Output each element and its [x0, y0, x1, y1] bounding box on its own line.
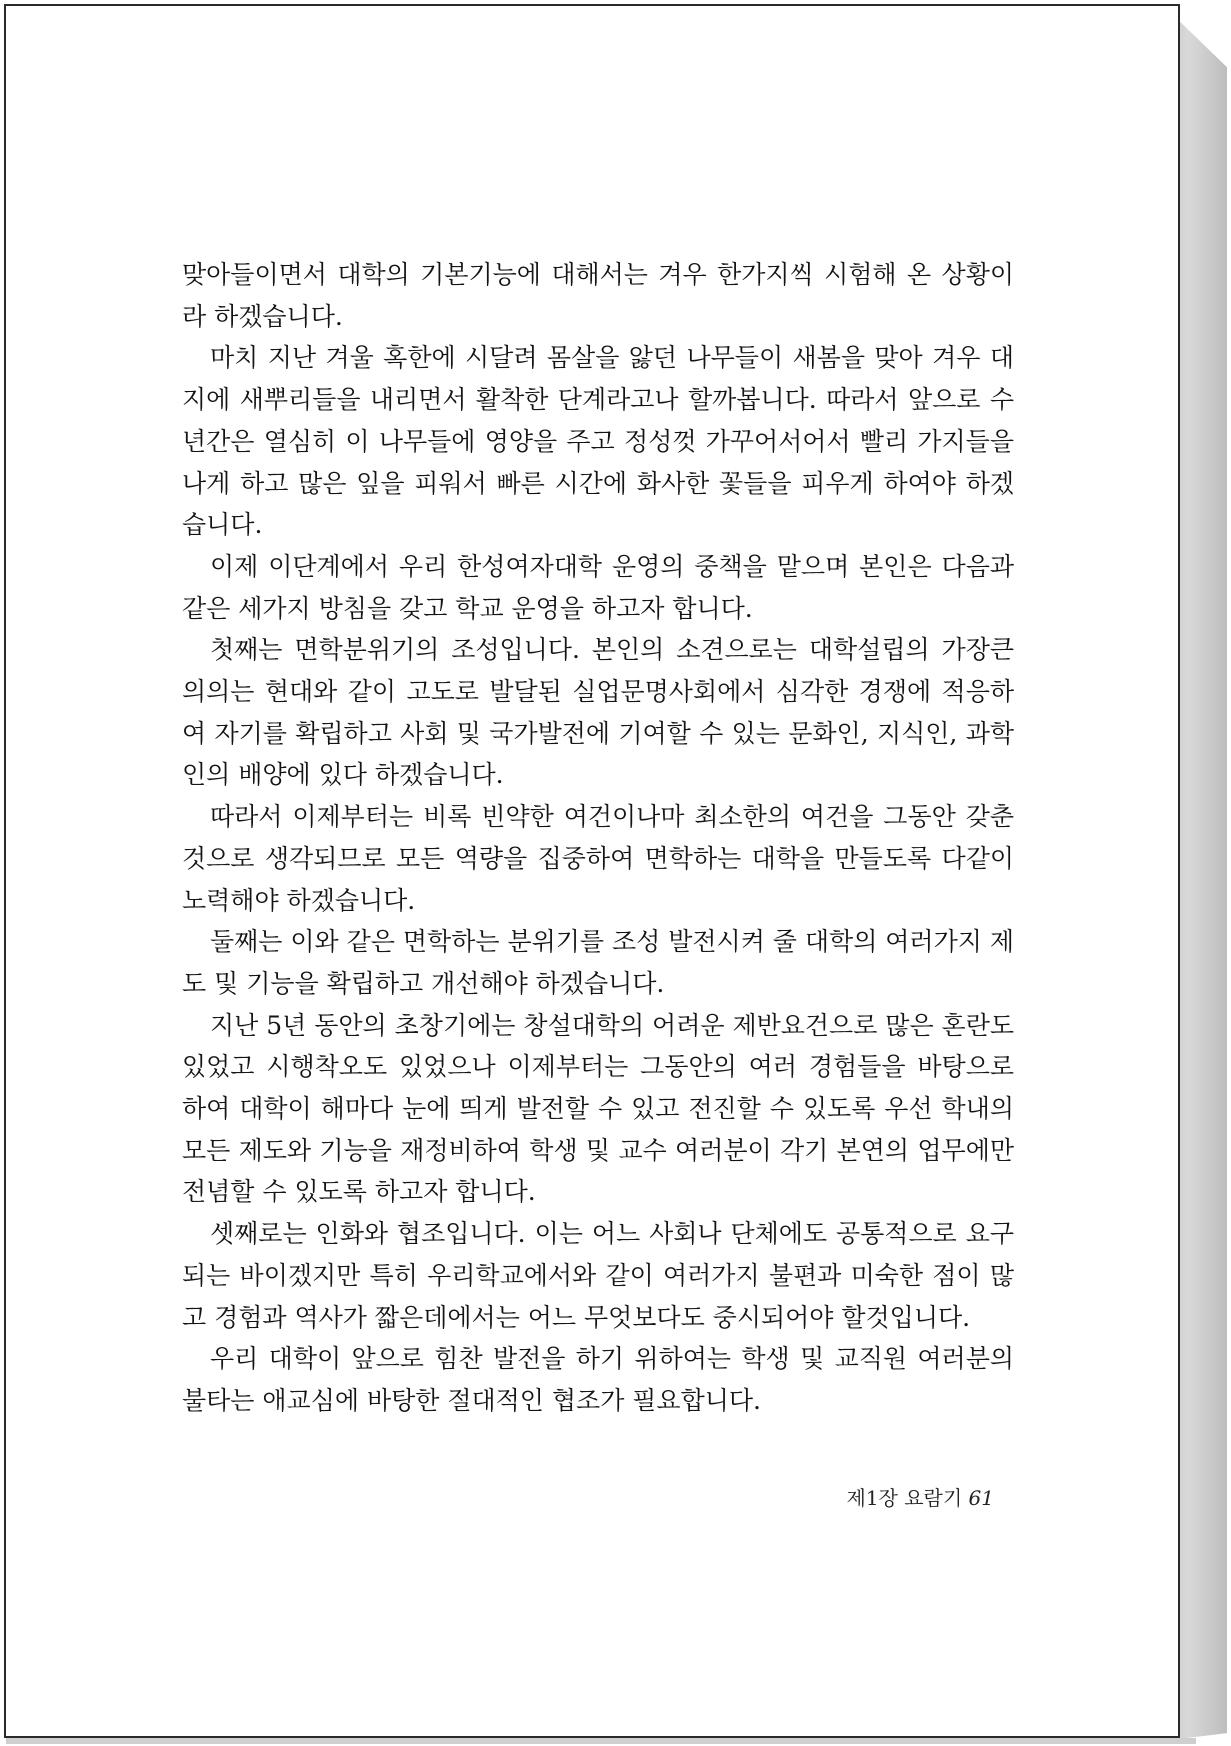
- paragraph-2: 마치 지난 겨울 혹한에 시달려 몸살을 앓던 나무들이 새봄을 맞아 겨우 대지에 새뿌리들을 내리면서 활착한 단계라고나 할까봅니다. 따라서 앞으로 수년간은 열심히 이 나무들에 영양을 주고 정성껏 가꾸어서어서 빨리 가지들을 나게 하고 많은 잎을 피워서 빠른 시간에 화사한 꽃들을 피우게 하여야 하겠습니다.: [182, 343, 1014, 540]
- paragraph-9: 우리 대학이 앞으로 힘찬 발전을 하기 위하여는 학생 및 교직원 여러분의 불타는 애교심에 바탕한 절대적인 협조가 필요합니다.: [182, 1344, 1014, 1415]
- page-number: 61: [968, 1486, 994, 1510]
- body-text: [182, 254, 1014, 1422]
- paragraph-1: 맞아들이면서 대학의 기본기능에 대해서는 겨우 한가지씩 시험해 온 상황이라 하겠습니다.: [182, 260, 1014, 331]
- page-footer: [847, 1484, 995, 1512]
- paragraph-4: 첫째는 면학분위기의 조성입니다. 본인의 소견으로는 대학설립의 가장큰 의의는 현대와 같이 고도로 발달된 실업문명사회에서 심각한 경쟁에 적응하여 자기를 확립하고 사회 및 국가발전에 기여할 수 있는 문화인, 지식인, 과학인의 배양에 있다 하겠습니다.: [182, 635, 1014, 790]
- book-page: [4, 4, 1180, 1738]
- paragraph-8: 셋째로는 인화와 협조입니다. 이는 어느 사회나 단체에도 공통적으로 요구되는 바이겠지만 특히 우리학교에서와 같이 여러가지 불편과 미숙한 점이 많고 경험과 역사가 짧은데에서는 어느 무엇보다도 중시되어야 할것입니다.: [182, 1219, 1014, 1332]
- paragraph-6: 둘째는 이와 같은 면학하는 분위기를 조성 발전시켜 줄 대학의 여러가지 제도 및 기능을 확립하고 개선해야 하겠습니다.: [182, 927, 1014, 998]
- paragraph-5: 따라서 이제부터는 비록 빈약한 여건이나마 최소한의 여건을 그동안 갖춘것으로 생각되므로 모든 역량을 집중하여 면학하는 대학을 만들도록 다같이 노력해야 하겠습니다.: [182, 802, 1014, 915]
- page-stack-bottom: [6, 1738, 1196, 1744]
- paragraph-3: 이제 이단계에서 우리 한성여자대학 운영의 중책을 맡으며 본인은 다음과 같은 세가지 방침을 갖고 학교 운영을 하고자 합니다.: [182, 551, 1014, 623]
- paragraph-7: 지난 5년 동안의 초창기에는 창설대학의 어려운 제반요건으로 많은 혼란도 있었고 시행착오도 있었으나 이제부터는 그동안의 여러 경험들을 바탕으로 하여 대학이 해마다 눈에 띄게 발전할 수 있고 전진할 수 있도록 우선 학내의 모든 제도와 기능을 재정비하여 학생 및 교수 여러분이 각기 본연의 업무에만 전념할 수 있도록 하고자 합니다.: [182, 1010, 1014, 1207]
- chapter-label: 제1장 요람기: [846, 1486, 963, 1510]
